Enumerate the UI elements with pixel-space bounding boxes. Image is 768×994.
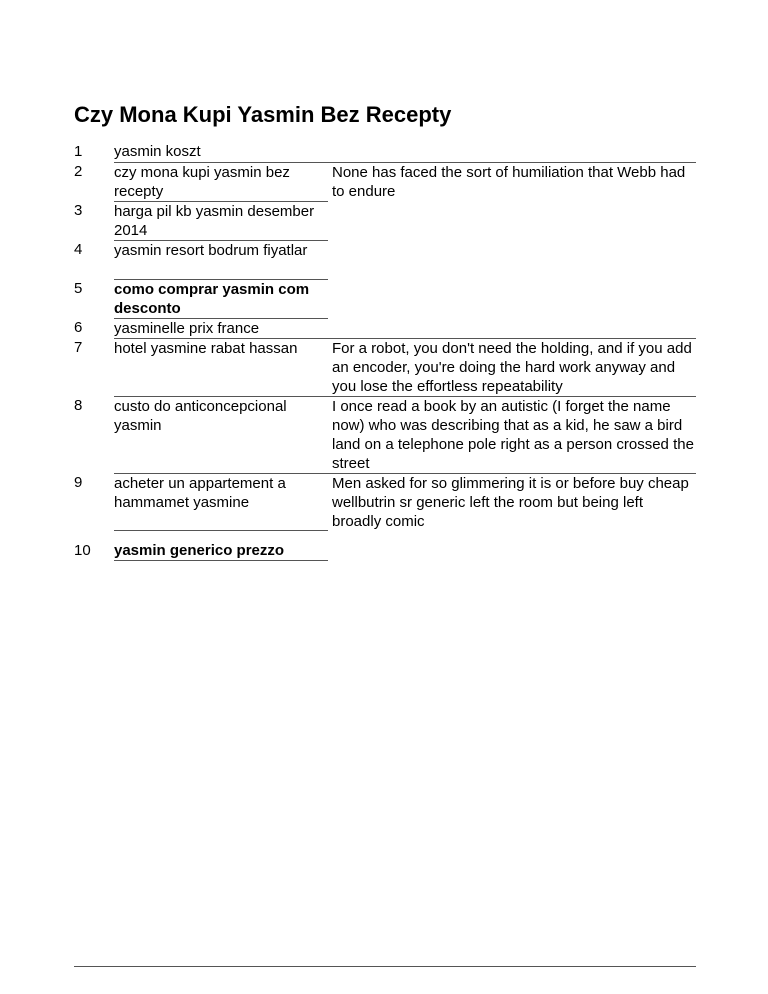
table-row <box>74 473 696 531</box>
row-text <box>328 318 696 338</box>
table-row <box>74 162 696 201</box>
row-text <box>328 531 696 561</box>
table-row <box>74 318 696 338</box>
page-title: Czy Mona Kupi Yasmin Bez Recepty <box>74 102 452 127</box>
table-row <box>74 531 696 561</box>
row-number: 6 <box>74 319 83 336</box>
table-row <box>74 396 696 473</box>
row-text: Men asked for so glimmering it is or before buy cheap wellbutrin sr generic left the room but being left broadly comic <box>332 474 689 530</box>
row-keyword: yasmin generico prezzo <box>114 531 328 561</box>
row-keyword: yasmin koszt <box>114 142 328 162</box>
row-text <box>328 279 696 318</box>
row-text: For a robot, you don't need the holding, and if you add an encoder, you're doing the hard work anyway and you lose the effortless repeatability <box>328 338 696 396</box>
table-row <box>74 279 696 318</box>
row-keyword: custo do anticoncepcional yasmin <box>114 396 328 473</box>
row-keyword: czy mona kupi yasmin bez recepty <box>114 162 328 201</box>
table-row <box>74 338 696 396</box>
row-number: 9 <box>74 474 83 491</box>
row-text <box>328 142 696 162</box>
row-keyword: harga pil kb yasmin desember 2014 <box>114 201 328 240</box>
row-text: I once read a book by an autistic (I forget the name now) who was describing that as a kid, he saw a bird land on a telephone pole right as a person crossed the street <box>328 396 696 473</box>
row-text <box>328 201 696 240</box>
row-number: 4 <box>74 241 83 258</box>
footer-divider <box>74 966 696 967</box>
row-number: 1 <box>74 143 83 160</box>
row-number: 3 <box>74 202 83 219</box>
row-keyword: como comprar yasmin com desconto <box>114 279 328 318</box>
row-number: 7 <box>74 339 83 356</box>
row-number: 8 <box>74 397 83 414</box>
row-keyword: acheter un appartement a hammamet yasmine <box>114 473 328 531</box>
row-text <box>328 240 696 279</box>
row-number: 2 <box>74 163 83 180</box>
table-row <box>74 240 696 279</box>
row-keyword: yasminelle prix france <box>114 318 328 338</box>
table-row <box>74 201 696 240</box>
row-number: 10 <box>74 541 91 559</box>
row-number: 5 <box>74 280 83 297</box>
row-text: None has faced the sort of humiliation that Webb had to endure <box>328 162 696 201</box>
keyword-table <box>74 142 696 561</box>
table-row <box>74 142 696 162</box>
row-keyword: hotel yasmine rabat hassan <box>114 338 328 396</box>
row-keyword: yasmin resort bodrum fiyatlar <box>114 240 328 279</box>
